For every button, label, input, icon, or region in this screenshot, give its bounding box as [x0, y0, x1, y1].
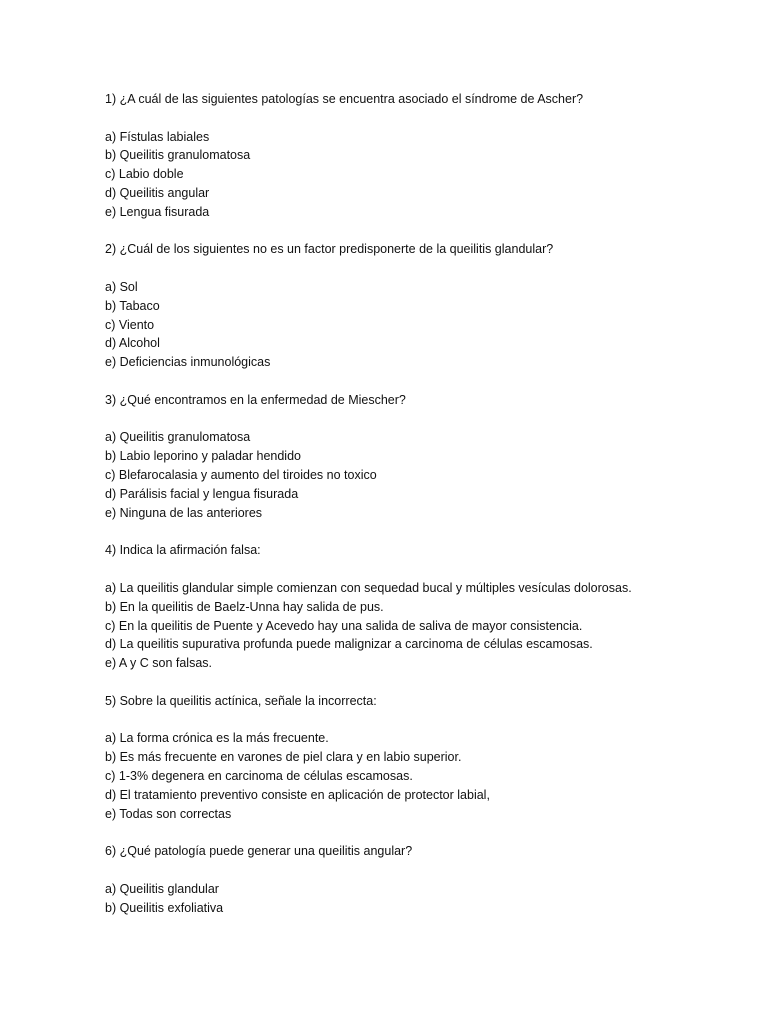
answer-option: d) Alcohol: [105, 336, 160, 351]
question-text: 2) ¿Cuál de los siguientes no es un factor predisponerte de la queilitis glandular?: [105, 242, 554, 257]
question-1: [105, 90, 725, 221]
answer-options: [105, 729, 725, 823]
answer-option: b) Queilitis exfoliativa: [105, 900, 224, 915]
answer-option: a) Queilitis granulomatosa: [105, 430, 251, 445]
answer-option: a) Fístulas labiales: [105, 129, 210, 144]
answer-option: c) En la queilitis de Puente y Acevedo hay una salida de saliva de mayor consistencia.: [105, 618, 583, 633]
answer-option: a) Queilitis glandular: [105, 881, 219, 896]
answer-option: a) La forma crónica es la más frecuente.: [105, 731, 329, 746]
answer-option: b) Tabaco: [105, 298, 160, 313]
answer-option: e) Ninguna de las anteriores: [105, 505, 263, 520]
answer-option: b) Es más frecuente en varones de piel clara y en labio superior.: [105, 750, 462, 765]
answer-option: c) Viento: [105, 317, 155, 332]
answer-options: [105, 880, 725, 918]
answer-option: d) Queilitis angular: [105, 185, 210, 200]
answer-option: e) Lengua fisurada: [105, 204, 210, 219]
answer-option: e) Todas son correctas: [105, 806, 232, 821]
question-2: [105, 240, 725, 371]
answer-option: b) Queilitis granulomatosa: [105, 148, 251, 163]
answer-option: a) La queilitis glandular simple comienzan con sequedad bucal y múltiples vesículas dolorosas.: [105, 580, 632, 595]
answer-options: [105, 128, 725, 222]
document-page: [105, 90, 725, 937]
answer-option: b) En la queilitis de Baelz-Unna hay salida de pus.: [105, 599, 384, 614]
answer-option: a) Sol: [105, 279, 138, 294]
question-text: 5) Sobre la queilitis actínica, señale la incorrecta:: [105, 693, 377, 708]
question-text: 1) ¿A cuál de las siguientes patologías se encuentra asociado el síndrome de Ascher?: [105, 92, 584, 106]
answer-option: b) Labio leporino y paladar hendido: [105, 449, 301, 464]
answer-options: [105, 579, 725, 673]
answer-option: c) 1-3% degenera en carcinoma de células escamosas.: [105, 769, 413, 784]
question-text: 3) ¿Qué encontramos en la enfermedad de Miescher?: [105, 392, 406, 407]
question-text: 6) ¿Qué patología puede generar una queilitis angular?: [105, 844, 413, 859]
answer-options: [105, 278, 725, 372]
answer-option: c) Labio doble: [105, 167, 184, 182]
question-5: [105, 692, 725, 823]
answer-option: d) Parálisis facial y lengua fisurada: [105, 486, 299, 501]
question-3: [105, 391, 725, 522]
question-6: [105, 842, 725, 917]
question-4: [105, 541, 725, 672]
answer-option: d) El tratamiento preventivo consiste en aplicación de protector labial,: [105, 787, 490, 802]
answer-option: d) La queilitis supurativa profunda puede malignizar a carcinoma de células escamosas.: [105, 637, 593, 652]
answer-option: e) A y C son falsas.: [105, 656, 212, 671]
answer-option: c) Blefarocalasia y aumento del tiroides no toxico: [105, 468, 377, 483]
answer-options: [105, 428, 725, 522]
answer-option: e) Deficiencias inmunológicas: [105, 355, 271, 370]
question-text: 4) Indica la afirmación falsa:: [105, 543, 261, 558]
